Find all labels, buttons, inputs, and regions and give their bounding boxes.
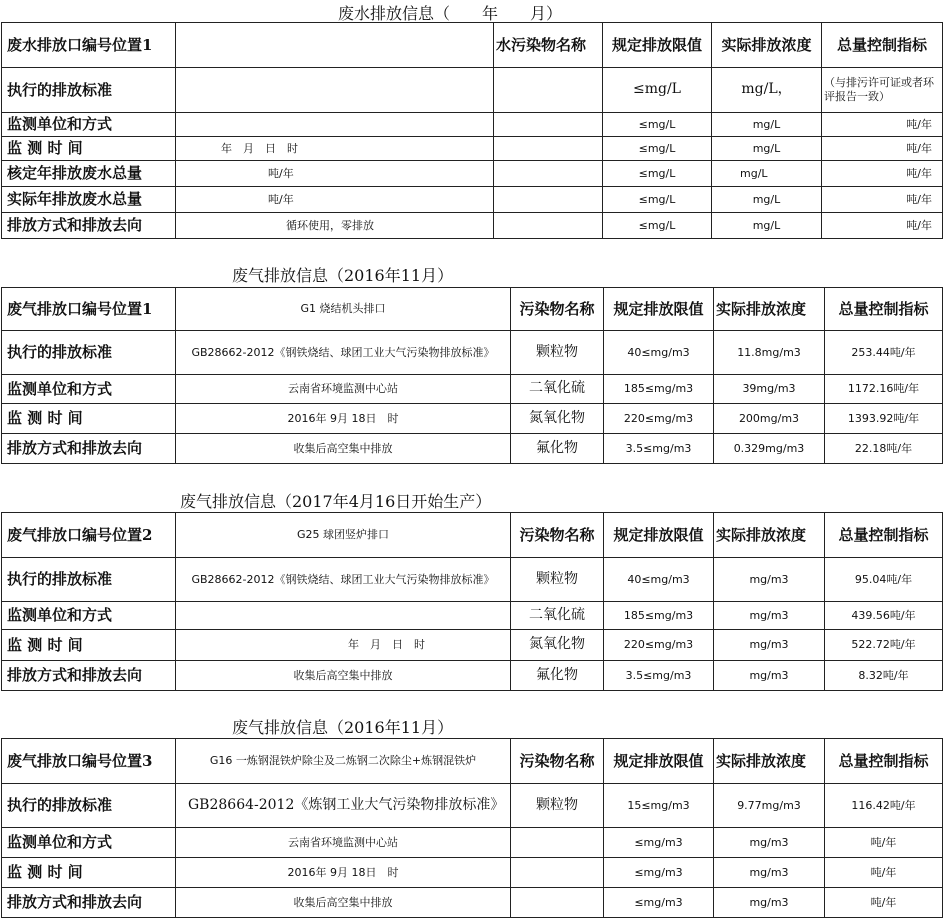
pollutant-cell: 颗粒物 — [511, 784, 604, 828]
limit-header: 规定排放限值 — [604, 739, 714, 784]
pollutant-cell: 颗粒物 — [511, 331, 604, 375]
table-row — [2, 68, 943, 113]
limit-cell: ≤mg/m3 — [604, 858, 714, 888]
limit-cell: 40≤mg/m3 — [604, 558, 714, 602]
outlet-label: 废水排放口编号位置1 — [2, 23, 176, 68]
table-row — [2, 630, 943, 661]
outlet-label: 废气排放口编号位置2 — [2, 513, 176, 558]
row-label: 监 测 时 间 — [2, 137, 176, 161]
pollutant-cell — [511, 888, 604, 918]
limit-cell: 220≤mg/m3 — [604, 404, 714, 434]
row-value — [176, 68, 494, 113]
row-value: 年 月 日 时 — [176, 630, 511, 661]
pollutant-cell — [494, 68, 603, 113]
row-label: 执行的排放标准 — [2, 331, 176, 375]
table-row — [2, 858, 943, 888]
limit-header: 规定排放限值 — [604, 513, 714, 558]
row-label: 监测单位和方式 — [2, 602, 176, 630]
row-label: 执行的排放标准 — [2, 784, 176, 828]
limit-cell: ≤mg/L — [603, 68, 712, 113]
table-row — [2, 137, 943, 161]
row-value: 年 月 日 时 — [176, 137, 494, 161]
pollutant-cell — [494, 213, 603, 239]
row-value: 循环使用，零排放 — [176, 213, 494, 239]
table-row — [2, 558, 943, 602]
gas2-table — [1, 512, 943, 691]
limit-cell: ≤mg/L — [603, 137, 712, 161]
table-row — [2, 661, 943, 691]
actual-cell: mg/L — [712, 213, 822, 239]
table-row — [2, 602, 943, 630]
total-cell: 116.42吨/年 — [825, 784, 943, 828]
outlet-label: 废气排放口编号位置1 — [2, 288, 176, 331]
row-value: GB28662-2012《钢铁烧结、球团工业大气污染物排放标准》 — [176, 331, 511, 375]
row-label: 执行的排放标准 — [2, 68, 176, 113]
limit-cell: 185≤mg/m3 — [604, 375, 714, 404]
limit-cell: 3.5≤mg/m3 — [604, 661, 714, 691]
row-label: 监 测 时 间 — [2, 630, 176, 661]
table-row — [2, 828, 943, 858]
actual-cell: mg/m3 — [714, 828, 825, 858]
actual-cell: mg/m3 — [714, 602, 825, 630]
gas1-title: 废气排放信息（2016年11月） — [232, 266, 454, 285]
row-value: 云南省环境监测中心站 — [176, 828, 511, 858]
actual-cell: mg/L — [712, 187, 822, 213]
total-cell: 吨/年 — [822, 113, 943, 137]
table-row — [2, 113, 943, 137]
outlet-value: G25 球团竖炉排口 — [176, 513, 511, 558]
total-cell: 吨/年 — [825, 828, 943, 858]
actual-cell: mg/L — [712, 161, 822, 187]
limit-header: 规定排放限值 — [604, 288, 714, 331]
limit-cell: ≤mg/L — [603, 187, 712, 213]
actual-header: 实际排放浓度 — [714, 739, 825, 784]
total-cell: 1172.16吨/年 — [825, 375, 943, 404]
pollutant-cell — [494, 161, 603, 187]
row-label: 监测单位和方式 — [2, 828, 176, 858]
pollutant-cell: 二氧化硫 — [511, 602, 604, 630]
outlet-value: G1 烧结机头排口 — [176, 288, 511, 331]
row-value — [176, 113, 494, 137]
total-cell: 439.56吨/年 — [825, 602, 943, 630]
total-cell: 95.04吨/年 — [825, 558, 943, 602]
table-row — [2, 784, 943, 828]
actual-cell: mg/m3 — [714, 858, 825, 888]
row-value: 云南省环境监测中心站 — [176, 375, 511, 404]
row-label: 实际年排放废水总量 — [2, 187, 176, 213]
row-value — [176, 602, 511, 630]
pollutant-cell: 氟化物 — [511, 661, 604, 691]
pollutant-header: 水污染物名称 — [494, 23, 603, 68]
total-cell: 吨/年 — [822, 187, 943, 213]
actual-cell: mg/m3 — [714, 630, 825, 661]
limit-cell: 3.5≤mg/m3 — [604, 434, 714, 464]
row-value: 吨/年 — [176, 161, 494, 187]
gas3-title: 废气排放信息（2016年11月） — [232, 718, 454, 737]
pollutant-cell — [494, 187, 603, 213]
row-value: 收集后高空集中排放 — [176, 661, 511, 691]
actual-header: 实际排放浓度 — [714, 513, 825, 558]
actual-cell: 0.329mg/m3 — [714, 434, 825, 464]
limit-cell: 40≤mg/m3 — [604, 331, 714, 375]
table-row — [2, 331, 943, 375]
actual-cell: mg/L — [712, 113, 822, 137]
total-header: 总量控制指标 — [825, 288, 943, 331]
pollutant-header: 污染物名称 — [511, 288, 604, 331]
row-value: 收集后高空集中排放 — [176, 434, 511, 464]
table-row — [2, 187, 943, 213]
table-row — [2, 213, 943, 239]
total-cell: 吨/年 — [822, 213, 943, 239]
limit-cell: ≤mg/m3 — [604, 888, 714, 918]
row-label: 监 测 时 间 — [2, 858, 176, 888]
limit-cell: 185≤mg/m3 — [604, 602, 714, 630]
actual-cell: mg/m3 — [714, 888, 825, 918]
row-value: 2016年 9月 18日 时 — [176, 404, 511, 434]
pollutant-cell — [511, 858, 604, 888]
pollutant-cell: 氮氧化物 — [511, 630, 604, 661]
row-label: 排放方式和排放去向 — [2, 888, 176, 918]
total-cell: 1393.92吨/年 — [825, 404, 943, 434]
table-header-row — [2, 513, 943, 558]
total-header: 总量控制指标 — [825, 513, 943, 558]
table-row — [2, 434, 943, 464]
row-label: 核定年排放废水总量 — [2, 161, 176, 187]
pollutant-cell — [511, 828, 604, 858]
table-row — [2, 888, 943, 918]
row-label: 执行的排放标准 — [2, 558, 176, 602]
total-cell: 吨/年 — [822, 161, 943, 187]
pollutant-cell — [494, 137, 603, 161]
table-row — [2, 375, 943, 404]
water-title: 废水排放信息（ 年 月） — [338, 4, 563, 23]
total-cell: 8.32吨/年 — [825, 661, 943, 691]
limit-cell: ≤mg/m3 — [604, 828, 714, 858]
actual-cell: 9.77mg/m3 — [714, 784, 825, 828]
row-value: GB28662-2012《钢铁烧结、球团工业大气污染物排放标准》 — [176, 558, 511, 602]
total-cell: 吨/年 — [825, 888, 943, 918]
actual-cell: 200mg/m3 — [714, 404, 825, 434]
table-header-row — [2, 23, 943, 68]
pollutant-cell: 氮氧化物 — [511, 404, 604, 434]
actual-cell: mg/L — [712, 137, 822, 161]
actual-cell: mg/m3 — [714, 558, 825, 602]
outlet-label: 废气排放口编号位置3 — [2, 739, 176, 784]
outlet-value — [176, 23, 494, 68]
row-value: 收集后高空集中排放 — [176, 888, 511, 918]
pollutant-header: 污染物名称 — [511, 739, 604, 784]
row-value: 吨/年 — [176, 187, 494, 213]
row-label: 排放方式和排放去向 — [2, 661, 176, 691]
table-header-row — [2, 288, 943, 331]
total-header: 总量控制指标 — [822, 23, 943, 68]
gas1-table — [1, 287, 943, 464]
row-label: 排放方式和排放去向 — [2, 213, 176, 239]
pollutant-cell: 氟化物 — [511, 434, 604, 464]
gas2-title: 废气排放信息（2017年4月16日开始生产） — [180, 492, 492, 511]
table-header-row — [2, 739, 943, 784]
actual-cell: mg/L， — [712, 68, 822, 113]
actual-cell: mg/m3 — [714, 661, 825, 691]
total-cell: 吨/年 — [822, 137, 943, 161]
pollutant-header: 污染物名称 — [511, 513, 604, 558]
total-cell: （与排污许可证或者环评报告一致） — [822, 68, 943, 113]
actual-header: 实际排放浓度 — [714, 288, 825, 331]
table-row — [2, 404, 943, 434]
row-label: 监测单位和方式 — [2, 113, 176, 137]
total-header: 总量控制指标 — [825, 739, 943, 784]
total-cell: 吨/年 — [825, 858, 943, 888]
limit-cell: 220≤mg/m3 — [604, 630, 714, 661]
table-row — [2, 161, 943, 187]
row-label: 监测单位和方式 — [2, 375, 176, 404]
water-table — [1, 22, 943, 239]
actual-cell: 39mg/m3 — [714, 375, 825, 404]
limit-header: 规定排放限值 — [603, 23, 712, 68]
total-cell: 253.44吨/年 — [825, 331, 943, 375]
limit-cell: ≤mg/L — [603, 113, 712, 137]
row-label: 排放方式和排放去向 — [2, 434, 176, 464]
total-cell: 22.18吨/年 — [825, 434, 943, 464]
limit-cell: ≤mg/L — [603, 213, 712, 239]
actual-header: 实际排放浓度 — [712, 23, 822, 68]
outlet-value: G16 一炼钢混铁炉除尘及二炼钢二次除尘+炼钢混铁炉 — [176, 739, 511, 784]
total-cell: 522.72吨/年 — [825, 630, 943, 661]
pollutant-cell: 二氧化硫 — [511, 375, 604, 404]
row-label: 监 测 时 间 — [2, 404, 176, 434]
row-value: GB28664-2012《炼钢工业大气污染物排放标准》 — [176, 784, 511, 828]
pollutant-cell: 颗粒物 — [511, 558, 604, 602]
limit-cell: ≤mg/L — [603, 161, 712, 187]
limit-cell: 15≤mg/m3 — [604, 784, 714, 828]
gas3-table — [1, 738, 943, 918]
pollutant-cell — [494, 113, 603, 137]
actual-cell: 11.8mg/m3 — [714, 331, 825, 375]
row-value: 2016年 9月 18日 时 — [176, 858, 511, 888]
